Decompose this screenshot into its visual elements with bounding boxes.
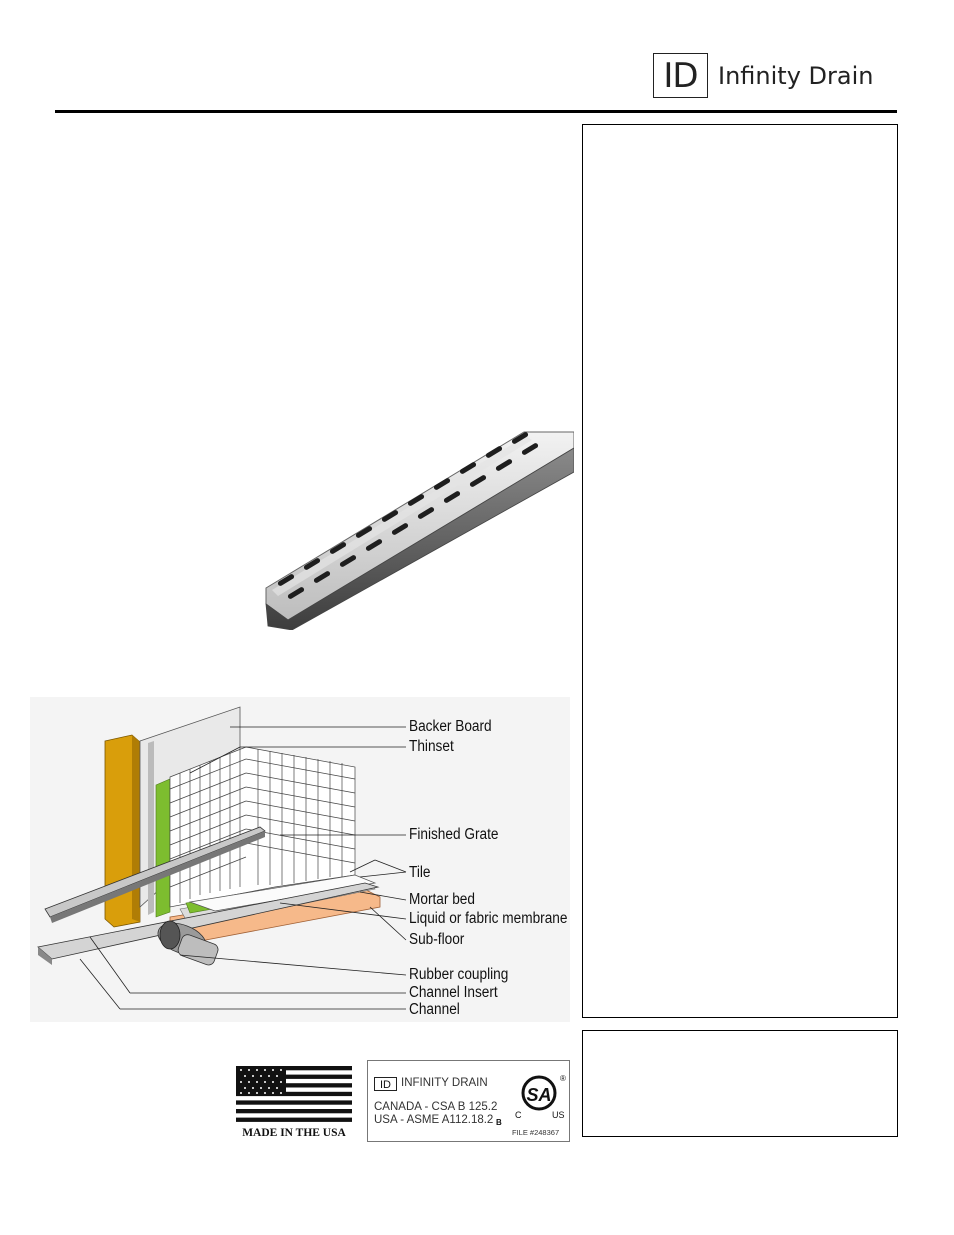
csa-letters: SA [526,1085,552,1105]
callout-tile: Tile [409,864,431,881]
flag-caption: MADE IN THE USA [242,1127,346,1139]
logo-wordmark: Infinity Drain [718,61,874,90]
cert-file-number: FILE #248367 [512,1128,560,1137]
logo-mark: ID [653,53,708,98]
callout-membrane: Liquid or fabric membrane [409,910,568,927]
callout-rubber-coupling: Rubber coupling [409,966,509,983]
csa-us: US [552,1110,565,1120]
cert-brand: INFINITY DRAIN [401,1077,488,1089]
callout-channel: Channel [409,1001,460,1018]
csa-logo-icon [509,1071,569,1133]
svg-text:®: ® [560,1074,566,1083]
cert-id-mark: ID [374,1077,397,1091]
brand-logo [653,53,873,98]
membrane-wall [156,779,170,917]
callout-thinset: Thinset [409,738,454,755]
cert-b-mark: B [496,1118,502,1127]
slotted-grate-image [262,430,574,630]
csa-c: C [515,1110,522,1120]
certification-label [367,1060,570,1142]
cert-canada-standard: CANADA - CSA B 125.2 [374,1101,498,1113]
callout-channel-insert: Channel Insert [409,984,498,1001]
header-rule [55,110,897,113]
callout-finished-grate: Finished Grate [409,826,499,843]
callout-mortar-bed: Mortar bed [409,891,475,908]
notes-panel [582,1030,898,1137]
callout-sub-floor: Sub-floor [409,931,465,948]
callout-backer-board: Backer Board [409,718,492,735]
cert-usa-standard: USA - ASME A112.18.2 [374,1114,494,1126]
made-in-usa-flag [236,1066,352,1139]
specification-panel [582,124,898,1018]
flag-canton [236,1066,286,1096]
